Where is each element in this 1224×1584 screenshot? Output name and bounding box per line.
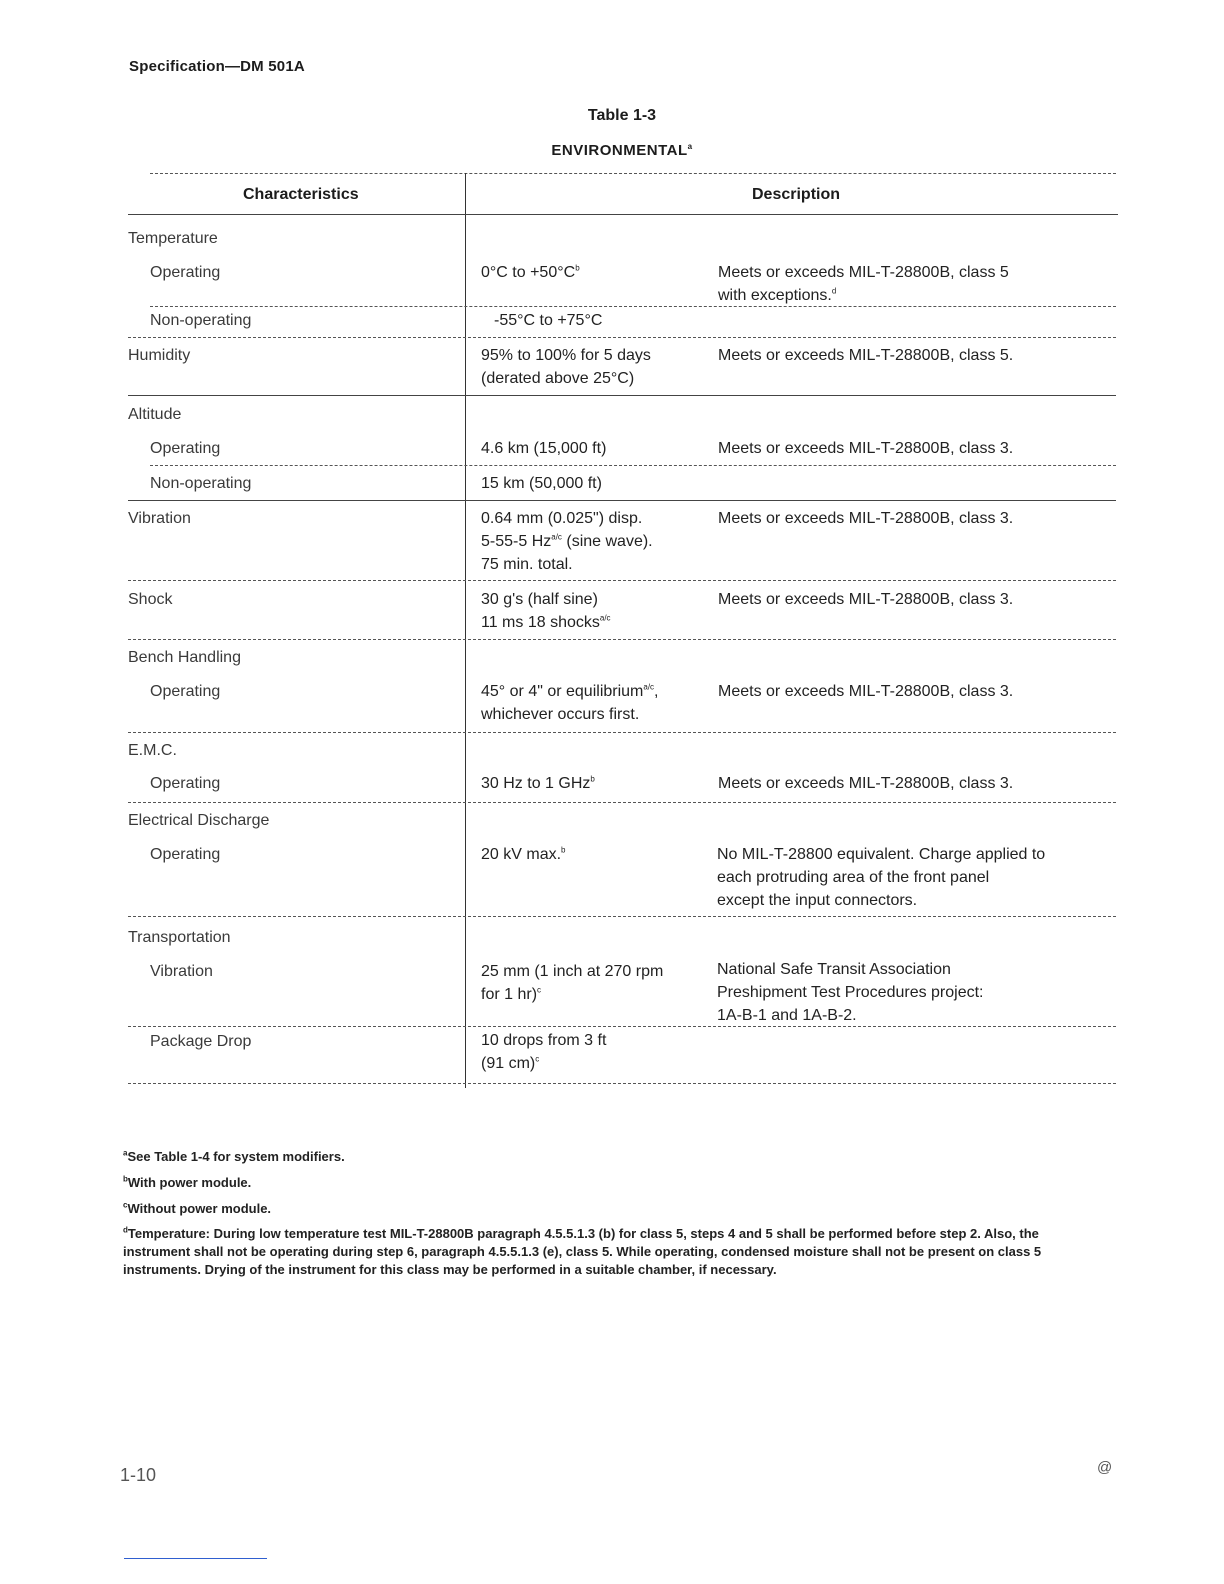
footnote-a: $^a$See Table 1-4 for system modifiers. — [123, 1148, 345, 1164]
row-emc-label: E.M.C. — [128, 742, 177, 759]
row-shock-desc: Meets or exceeds MIL-T-28800B, class 3. — [718, 591, 1014, 608]
row-humidity-label: Humidity — [128, 347, 191, 364]
row-shock-label: Shock — [128, 591, 173, 608]
row-alt-nonoperating-spec: 15 km (50,000 ft) — [481, 475, 602, 492]
row-divider — [128, 395, 1116, 396]
column-header-characteristics: Characteristics — [243, 186, 359, 203]
row-package-drop-label: Package Drop — [150, 1033, 252, 1050]
row-temp-operating-spec: 0°C to $+50^\circ C^b$ — [481, 263, 580, 281]
footnote-b: $^b$With power module. — [123, 1174, 252, 1190]
row-emc-operating-desc: Meets or exceeds MIL-T-28800B, class 3. — [718, 775, 1014, 792]
page-number: 1-10 — [120, 1465, 157, 1485]
row-transportation-label: Transportation — [128, 929, 231, 946]
row-humidity-spec-2: (derated above 25°C) — [481, 370, 635, 387]
row-esd-operating-desc-2: each protruding area of the front panel — [717, 869, 990, 886]
row-alt-nonoperating-label: Non-operating — [150, 475, 252, 492]
row-temp-nonoperating-spec: -55°C to +75°C — [494, 312, 603, 329]
header-rule — [128, 214, 1118, 215]
row-emc-operating-label: Operating — [150, 775, 221, 792]
row-trans-vibration-desc-2: Preshipment Test Procedures project: — [717, 984, 984, 1001]
row-shock-spec-2: 11 ms 18 shocks$^{a/c}$ — [481, 613, 611, 631]
row-bench-handling-label: Bench Handling — [128, 649, 241, 666]
row-temp-operating-desc-2: with exceptions.$^d$ — [718, 286, 837, 304]
row-divider — [128, 639, 1116, 640]
row-bench-operating-desc: Meets or exceeds MIL-T-28800B, class 3. — [718, 683, 1014, 700]
row-shock-spec-1: 30 g's (half sine) — [481, 591, 598, 608]
row-temp-nonoperating-label: Non-operating — [150, 312, 252, 329]
row-divider — [128, 732, 1116, 733]
page-header: Specification—DM 501A — [129, 58, 305, 75]
row-package-drop-spec-1: 10 drops from 3 ft — [481, 1032, 607, 1049]
table-top-rule — [150, 173, 1116, 174]
row-esd-label: Electrical Discharge — [128, 812, 270, 829]
row-package-drop-spec-2: (91 cm)$^c$ — [481, 1054, 540, 1072]
row-divider — [128, 500, 1116, 501]
footnote-c: $^c$Without power module. — [123, 1200, 272, 1216]
column-divider — [465, 173, 466, 1088]
row-trans-vibration-desc-1: National Safe Transit Association — [717, 961, 951, 978]
row-vibration-spec-1: 0.64 mm (0.025") disp. — [481, 510, 643, 527]
row-alt-operating-spec: 4.6 km (15,000 ft) — [481, 440, 607, 457]
row-trans-vibration-label: Vibration — [150, 963, 213, 980]
footnote-d: $^d$Temperature: During low temperature test MIL-T-28800B paragraph 4.5.5.1.3 (b) for class 5, steps 4 and 5 shall be performed before step 2. Also, the instrument shall not be operating during step 6, paragraph 4.5.5.1.3 (e), class 5. While operating, condensed moisture shall not be present on class 5 instruments. Drying of the instrument for this class may be performed in a suitable chamber, if necessary. — [123, 1225, 1042, 1277]
row-emc-operating-spec: 30 Hz to 1 GHz$^b$ — [481, 774, 595, 792]
row-trans-vibration-spec-1: 25 mm (1 inch at 270 rpm — [481, 963, 664, 980]
row-humidity-desc: Meets or exceeds MIL-T-28800B, class 5. — [718, 347, 1014, 364]
row-bench-operating-spec-2: whichever occurs first. — [481, 706, 640, 723]
row-altitude-label: Altitude — [128, 406, 182, 423]
row-divider — [128, 337, 1116, 338]
table-title: ENVIRONMENTAL$^a$ — [551, 142, 693, 159]
row-bench-operating-label: Operating — [150, 683, 221, 700]
row-esd-operating-label: Operating — [150, 846, 221, 863]
row-vibration-spec-2: 5-55-5 $Hz^{a/c}$ (sine wave). — [481, 532, 653, 550]
row-temp-operating-desc-1: Meets or exceeds MIL-T-28800B, class 5 — [718, 264, 1009, 281]
row-divider — [128, 580, 1116, 581]
row-alt-operating-desc: Meets or exceeds MIL-T-28800B, class 3. — [718, 440, 1014, 457]
row-trans-vibration-desc-3: 1A-B-1 and 1A-B-2. — [717, 1007, 857, 1024]
row-divider — [128, 802, 1116, 803]
edge-line — [124, 1558, 267, 1559]
row-trans-vibration-spec-2: for 1 hr)$^c$ — [481, 985, 542, 1003]
row-esd-operating-spec: 20 kV max.$^b$ — [481, 845, 566, 863]
row-bench-operating-spec-1: 45° or 4" or equilibrium$^{a/c}$, — [481, 682, 659, 700]
row-divider — [128, 1026, 1116, 1027]
row-humidity-spec-1: 95% to 100% for 5 days — [481, 347, 651, 364]
table-bottom-rule — [128, 1083, 1116, 1084]
row-temp-operating-label: Operating — [150, 264, 221, 281]
row-vibration-spec-3: 75 min. total. — [481, 556, 573, 573]
publisher-mark-icon: @ — [1097, 1459, 1113, 1476]
row-vibration-label: Vibration — [128, 510, 191, 527]
row-divider — [128, 916, 1116, 917]
row-esd-operating-desc-3: except the input connectors. — [717, 892, 918, 909]
row-vibration-desc: Meets or exceeds MIL-T-28800B, class 3. — [718, 510, 1014, 527]
table-number: Table 1-3 — [587, 107, 657, 124]
row-alt-operating-label: Operating — [150, 440, 221, 457]
row-esd-operating-desc-1: No MIL-T-28800 equivalent. Charge applied to — [717, 846, 1046, 863]
column-header-description: Description — [752, 186, 841, 203]
row-divider — [150, 465, 1116, 466]
row-divider — [150, 306, 1116, 307]
row-temperature-label: Temperature — [128, 230, 218, 247]
